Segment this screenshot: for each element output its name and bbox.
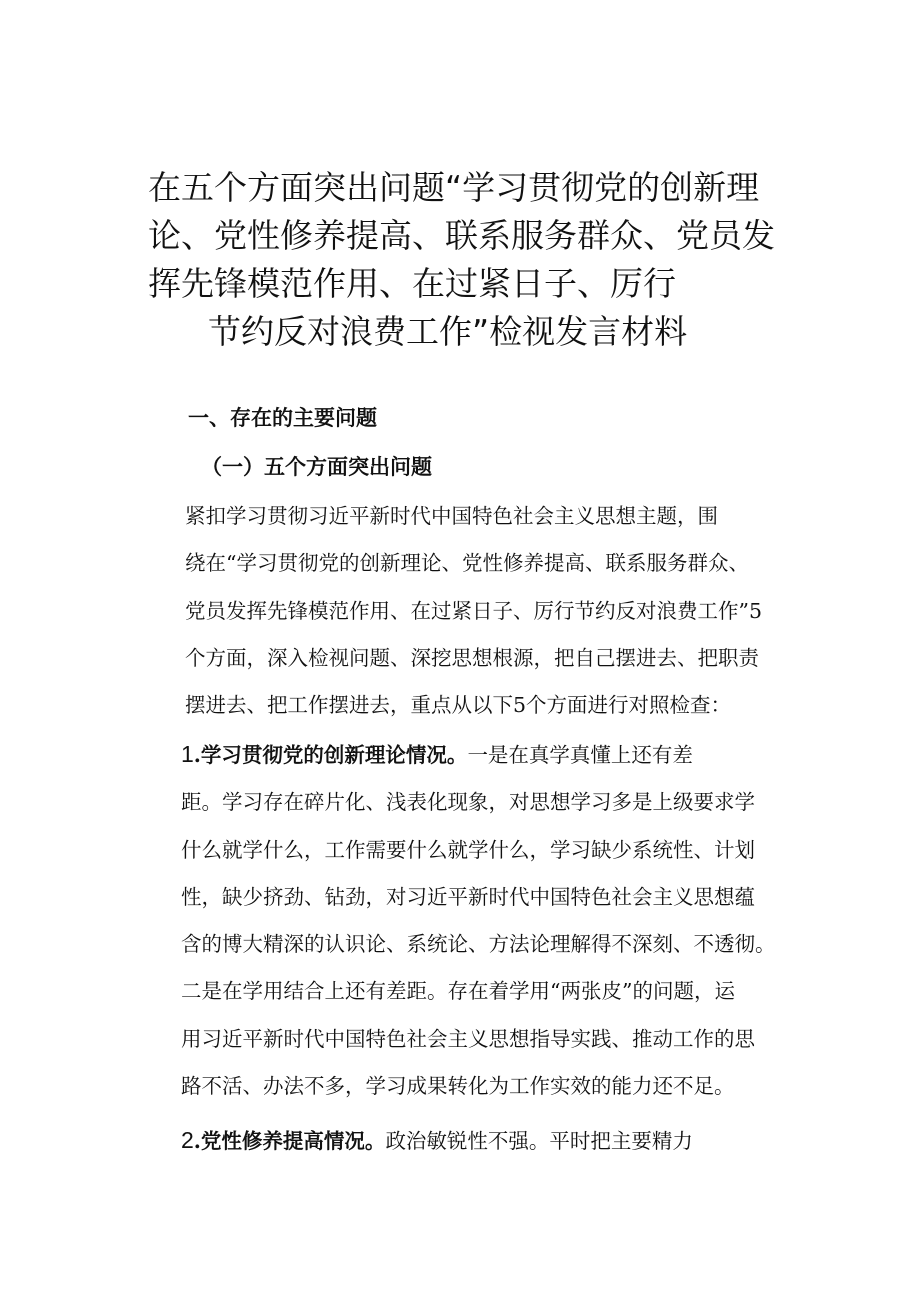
intro-paragraph xyxy=(138,493,784,729)
intro-line-1: 紧扣学习贯彻习近平新时代中国特色社会主义思想主题，围 xyxy=(185,504,718,528)
title-line-3: 挥先锋模范作用、在过紧日子、厉行 xyxy=(148,264,676,303)
intro-line-2: 绕在“学习贯彻党的创新理论、党性修养提高、联系服务群众、 xyxy=(185,551,749,576)
item-1-lead: .学习贯彻党的创新理论情况。 xyxy=(193,743,468,767)
item-1-line-2: 距。学习存在碎片化、浅表化现象，对思想学习多是上级要求学 xyxy=(181,790,755,815)
item-2-lead: .党性修养提高情况。 xyxy=(193,1129,386,1153)
item-1-line-4: 性，缺少挤劲、钻劲，对习近平新时代中国特色社会主义思想蕴 xyxy=(181,884,755,909)
item-2-first-line xyxy=(138,1117,784,1165)
intro-line-3: 党员发挥先锋模范作用、在过紧日子、厉行节约反对浪费工作”5 xyxy=(185,598,763,623)
title-line-1: 在五个方面突出问题“学习贯彻党的创新理 xyxy=(148,168,760,207)
item-1-line-7: 用习近平新时代中国特色社会主义思想指导实践、推动工作的思 xyxy=(181,1026,755,1051)
item-1-line-6: 二是在学用结合上还有差距。存在着学用“两张皮”的问题，运 xyxy=(181,979,735,1004)
document-title xyxy=(148,164,808,356)
item-1-first-line-text: 一是在真学真懂上还有差 xyxy=(467,743,693,767)
item-1-paragraph xyxy=(138,731,784,1110)
intro-line-4: 个方面，深入检视问题、深挖思想根源，把自己摆进去、把职责 xyxy=(185,645,759,670)
section-subheading: （一）五个方面突出问题 xyxy=(201,454,432,479)
item-1-line-3: 什么就学什么，工作需要什么就学什么，学习缺少系统性、计划 xyxy=(181,837,755,862)
section-heading: 一、存在的主要问题 xyxy=(188,405,377,430)
item-2-number: 2 xyxy=(181,1127,194,1153)
item-1-number: 1 xyxy=(181,741,194,767)
item-1-line-8: 路不活、办法不多，学习成果转化为工作实效的能力还不足。 xyxy=(181,1074,735,1099)
title-line-2: 论、党性修养提高、联系服务群众、党员发 xyxy=(148,216,775,255)
intro-line-5: 摆进去、把工作摆进去，重点从以下5个方面进行对照检查： xyxy=(185,693,732,718)
title-line-4: 节约反对浪费工作”检视发言材料 xyxy=(208,312,688,351)
item-1-first-line xyxy=(138,731,784,779)
item-2-paragraph xyxy=(138,1117,784,1165)
item-2-first-line-text: 政治敏锐性不强。平时把主要精力 xyxy=(385,1129,693,1153)
item-1-line-5: 含的博大精深的认识论、系统论、方法论理解得不深刻、不透彻。 xyxy=(181,932,776,957)
